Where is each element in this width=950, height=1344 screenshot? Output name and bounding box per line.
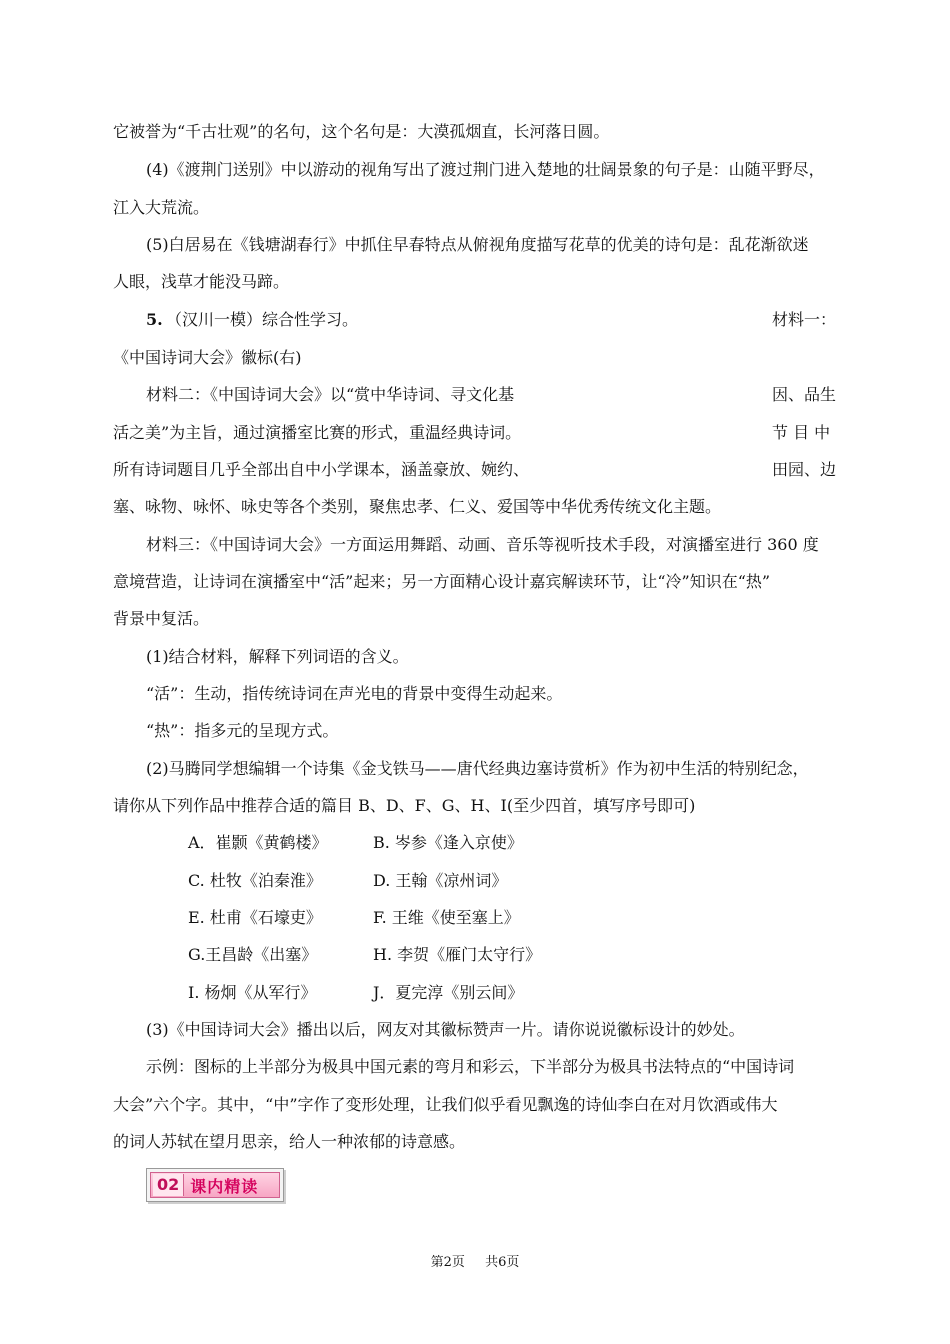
logo-caption: 《中国诗词大会》徽标(右) bbox=[113, 348, 302, 367]
sub-question-2-cont: 请你从下列作品中推荐合适的篇目 B、D、F、G、H、I(至少四首，填写序号即可) bbox=[113, 796, 696, 815]
section-badge bbox=[146, 1168, 284, 1202]
material-two-line-right: 节 目 中 bbox=[772, 423, 831, 442]
question-title: （汉川一模）综合性学习。 bbox=[166, 310, 359, 329]
question-4: (4)《渡荆门送别》中以游动的视角写出了渡过荆门进入楚地的壮阔景象的句子是：山随平野尽， bbox=[146, 160, 825, 179]
material-three-line: 背景中复活。 bbox=[113, 609, 210, 628]
option-d: D. 王翰《凉州词》 bbox=[373, 871, 508, 890]
option-a: A．崔颢《黄鹤楼》 bbox=[188, 833, 328, 852]
page-footer bbox=[0, 1251, 950, 1270]
option-j: J．夏完淳《别云间》 bbox=[373, 983, 524, 1002]
option-g: G.王昌龄《出塞》 bbox=[188, 945, 318, 964]
material-two-line: 所有诗词题目几乎全部出自中小学课本，涵盖豪放、婉约、 bbox=[113, 460, 530, 479]
material-two-line: 塞、咏物、咏怀、咏史等各个类别，聚焦忠孝、仁义、爱国等中华优秀传统文化主题。 bbox=[113, 497, 722, 516]
answer-line: 它被誉为“千古壮观”的名句，这个名句是：大漠孤烟直，长河落日圆。 bbox=[113, 122, 610, 141]
option-e: E. 杜甫《石壕吏》 bbox=[188, 908, 322, 927]
answer-line: 人眼，浅草才能没马蹄。 bbox=[113, 272, 290, 291]
answer-re: “热”：指多元的呈现方式。 bbox=[146, 721, 339, 740]
section-title: 课内精读 bbox=[190, 1176, 259, 1196]
material-one-label: 材料一： bbox=[772, 310, 837, 329]
option-b: B. 岑参《逢入京使》 bbox=[373, 833, 523, 852]
option-i: I. 杨炯《从军行》 bbox=[188, 983, 317, 1002]
sub-question-3: (3)《中国诗词大会》播出以后，网友对其徽标赞声一片。请你说说徽标设计的妙处。 bbox=[146, 1020, 745, 1039]
answer-huo: “活”：生动，指传统诗词在声光电的背景中变得生动起来。 bbox=[146, 684, 563, 703]
material-two-line-right: 田园、边 bbox=[772, 460, 837, 479]
example-answer: 的词人苏轼在望月思亲，给人一种浓郁的诗意感。 bbox=[113, 1132, 466, 1151]
material-two-line-right: 因、品生 bbox=[772, 385, 837, 404]
example-answer: 大会”六个字。其中，“中”字作了变形处理，让我们似乎看见飘逸的诗仙李白在对月饮酒或伟大 bbox=[113, 1095, 778, 1114]
sub-question-2: (2)马腾同学想编辑一个诗集《金戈铁马——唐代经典边塞诗赏析》作为初中生活的特别纪念， bbox=[146, 759, 809, 778]
example-answer: 示例：图标的上半部分为极具中国元素的弯月和彩云，下半部分为极具书法特点的“中国诗词 bbox=[146, 1057, 795, 1076]
material-three-line: 意境营造，让诗词在演播室中“活”起来；另一方面精心设计嘉宾解读环节，让“冷”知识在“热” bbox=[113, 572, 771, 591]
option-c: C. 杜牧《泊秦淮》 bbox=[188, 871, 322, 890]
material-two-line: 材料二：《中国诗词大会》以“赏中华诗词、寻文化基 bbox=[146, 385, 515, 404]
material-two-line: 活之美”为主旨，通过演播室比赛的形式，重温经典诗词。 bbox=[113, 423, 522, 442]
section-badge-inner bbox=[150, 1172, 280, 1198]
material-three-line: 材料三：《中国诗词大会》一方面运用舞蹈、动画、音乐等视听技术手段，对演播室进行 360 度 bbox=[146, 535, 819, 554]
question-number: 5. bbox=[146, 310, 163, 329]
page-number: 第2页 bbox=[430, 1255, 465, 1270]
option-f: F. 王维《使至塞上》 bbox=[373, 908, 520, 927]
section-number: 02 bbox=[153, 1174, 184, 1196]
question-5: (5)白居易在《钱塘湖春行》中抓住早春特点从俯视角度描写花草的优美的诗句是：乱花渐欲迷 bbox=[146, 235, 809, 254]
page-total: 共6页 bbox=[485, 1255, 520, 1270]
answer-line: 江入大荒流。 bbox=[113, 198, 210, 217]
sub-question-1: (1)结合材料，解释下列词语的含义。 bbox=[146, 647, 409, 666]
option-h: H. 李贺《雁门太守行》 bbox=[373, 945, 542, 964]
